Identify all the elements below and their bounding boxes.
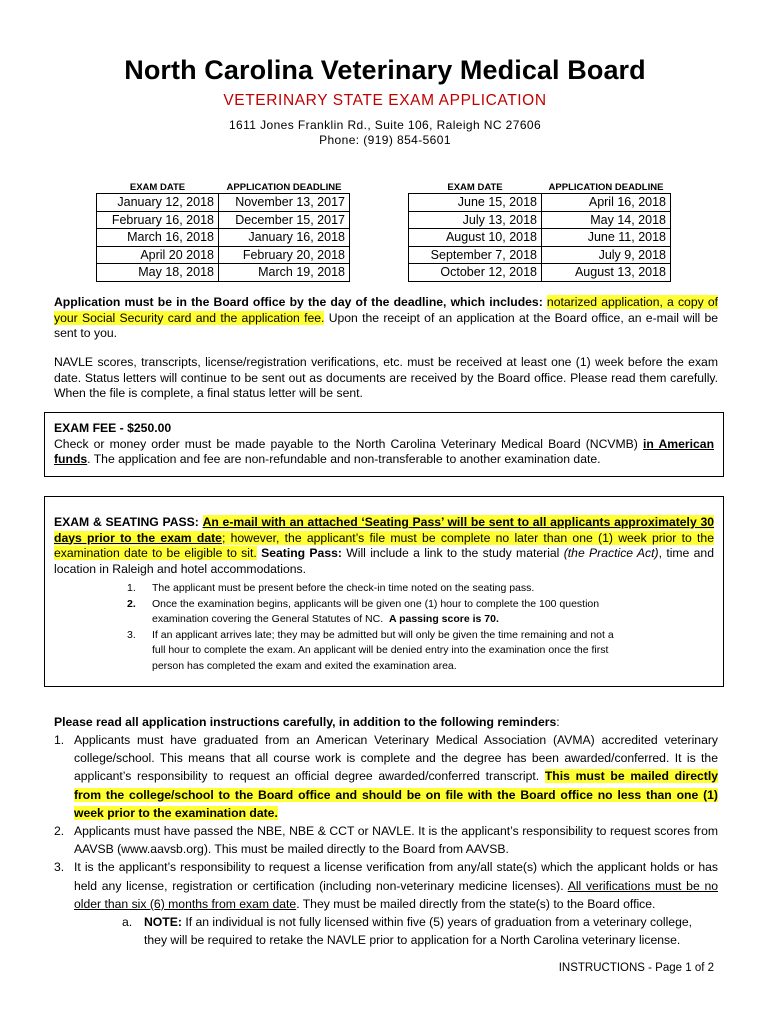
list-item: a. NOTE: If an individual is not fully licensed within five (5) years of graduation from a veterinary college, they will be required to retake the NAVLE prior to application for a North Carolina veterinary license. [122, 915, 693, 948]
seating-pass-highlight-rest: ; however, the applicant’s file must be complete no later than one (1) week prior to the examination date to be eligible to sit. [54, 530, 714, 560]
exam-schedule-table-right [408, 177, 671, 282]
exam-date-cell: March 16, 2018 [97, 229, 219, 247]
american-funds-text: in American funds [54, 436, 715, 466]
board-phone: Phone: (919) 854-5601 [319, 133, 451, 147]
page-title: North Carolina Veterinary Medical Board [124, 55, 646, 85]
seating-pass-end: , time and location in Raleigh and hotel accommodations. [54, 546, 714, 576]
exam-date-cell: January 12, 2018 [97, 194, 219, 212]
deadline-cell: January 16, 2018 [219, 229, 350, 247]
deadline-lead-text: Application must be in the Board office by the day of the deadline, which includes: [54, 295, 543, 309]
column-header-application-deadline: APPLICATION DEADLINE [542, 177, 671, 194]
deadline-paragraph [54, 295, 718, 342]
table-row [409, 246, 671, 264]
table-row [409, 194, 671, 212]
verifications-age-text: All verifications must be no older than six (6) months from exam date [74, 878, 718, 911]
reminders-section: Please read all application instructions carefully, in addition to the following reminders: 1. Applicants must have graduated from an American Veterinary Medical Association (AVMA) accredited veterinary college/school. This means that all course work is complete and the degree has been awarded/conferred. It is the applicant’s responsibility to request an official degree awarded/conferred transcript. This must be mailed directly from the college/school to the Board office and should be on file with the Board office no less than one (1) week prior to the examination date. 2. Applicants must have passed the NBE, NBE & CCT or NAVLE. It is the applicant’s responsibility to request scores from AAVSB (www.aavsb.org). This must be mailed directly to the Board from AAVSB. 3. It is the applicant’s responsibility to request a license verification from any/all state(s) which the applicant holds or has held any license, registration or certification (including non-veterinary medicine licenses). All verifications must be no older than six (6) months from exam date. They must be mailed directly from the state(s) to the Board office. a. NOTE: If an individual is not fully licensed within five (5) years of graduation from a veterinary college, they will be required to retake the NAVLE prior to application for a North Carolina veterinary license. [54, 713, 718, 949]
list-item: 3. If an applicant arrives late; they may be admitted but will only be given the time remaining and not a full hour to complete the exam. An applicant will be denied entry into the examination once the first person has completed the exam and exited the examination area. [127, 628, 614, 672]
list-item: 1. Applicants must have graduated from an American Veterinary Medical Association (AVMA) accredited veterinary college/school. This means that all course work is complete and the degree has been awarded/conferred. It is the applicant’s responsibility to request an official degree awarded/conferred transcript. This must be mailed directly from the college/school to the Board office and should be on file with the Board office no less than one (1) week prior to the examination date. [54, 733, 718, 820]
deadline-rest-text: Upon the receipt of an application at the Board office, an e-mail will be sent to you. [54, 310, 719, 340]
note-label: NOTE: [144, 915, 182, 930]
deadline-cell: February 20, 2018 [219, 246, 350, 264]
required-documents-highlight: notarized application, a copy of your Social Security card and the application fee. [54, 295, 718, 325]
seating-rules-list [54, 581, 714, 675]
seating-pass-text: Will include a link to the study material [346, 546, 560, 560]
exam-date-cell: February 16, 2018 [97, 211, 219, 229]
seating-pass-highlight: An e-mail with an attached ‘Seating Pass’ will be sent to all applicants approximately 30 days prior to the exam date [54, 515, 715, 545]
list-item: 3. It is the applicant’s responsibility to request a license verification from any/all state(s) which the applicant holds or has held any license, registration or certification (including non-veterinary medicine licenses). All verifications must be no older than six (6) months from exam date. They must be mailed directly from the state(s) to the Board office. [54, 860, 718, 911]
reminders-heading: Please read all application instructions carefully, in addition to the following reminders [54, 715, 557, 729]
column-header-application-deadline: APPLICATION DEADLINE [219, 177, 350, 194]
board-address: 1611 Jones Franklin Rd., Suite 106, Raleigh NC 27606 [228, 118, 542, 132]
list-item: 2. Once the examination begins, applicants will be given one (1) hour to complete the 100 question examination covering the General Statutes of NC. A passing score is 70. [127, 597, 600, 626]
navle-paragraph: NAVLE scores, transcripts, license/registration verifications, etc. must be received at least one (1) week before the exam date. Status letters will continue to be sent out as documents are received by the Board office. Please read them carefully. When the file is complete, a final status letter will be sent. [54, 355, 718, 400]
exam-date-cell: May 18, 2018 [97, 264, 219, 282]
list-item: 1. The applicant must be present before the check-in time noted on the seating pass. [127, 582, 535, 594]
exam-date-cell: June 15, 2018 [409, 194, 542, 212]
exam-fee-heading: EXAM FEE - $250.00 [54, 421, 172, 435]
deadline-cell: May 14, 2018 [542, 211, 671, 229]
column-header-exam-date: EXAM DATE [97, 177, 219, 194]
form-subtitle: VETERINARY STATE EXAM APPLICATION [223, 92, 547, 109]
seating-pass-heading: EXAM & SEATING PASS: [54, 515, 199, 529]
table-row [97, 264, 350, 282]
exam-date-cell: April 20 2018 [97, 246, 219, 264]
table-row [97, 246, 350, 264]
exam-date-cell: August 10, 2018 [409, 229, 542, 247]
deadline-cell: December 15, 2017 [219, 211, 350, 229]
mailed-directly-highlight: This must be mailed directly from the college/school to the Board office and should be on file with the Board office no less than one (1) week prior to the examination date. [74, 769, 718, 820]
deadline-cell: August 13, 2018 [542, 264, 671, 282]
exam-date-cell: October 12, 2018 [409, 264, 542, 282]
exam-date-cell: July 13, 2018 [409, 211, 542, 229]
table-row [97, 194, 350, 212]
exam-fee-rest: . The application and fee are non-refundable and non-transferable to another examination date. [87, 452, 601, 466]
table-row [97, 211, 350, 229]
table-row [97, 229, 350, 247]
seating-pass-box [44, 496, 724, 687]
page-footer: INSTRUCTIONS - Page 1 of 2 [558, 962, 714, 974]
seating-pass-label: Seating Pass: [261, 546, 342, 560]
exam-fee-box [44, 412, 724, 477]
table-row [409, 229, 671, 247]
column-header-exam-date: EXAM DATE [409, 177, 542, 194]
deadline-cell: November 13, 2017 [219, 194, 350, 212]
table-row [409, 264, 671, 282]
exam-date-cell: September 7, 2018 [409, 246, 542, 264]
practice-act-text: (the Practice Act) [563, 546, 659, 560]
table-row [409, 211, 671, 229]
deadline-cell: July 9, 2018 [542, 246, 671, 264]
exam-schedule-table-left [96, 177, 350, 282]
reminders-list [54, 731, 718, 913]
deadline-cell: June 11, 2018 [542, 229, 671, 247]
exam-fee-text: Check or money order must be made payable to the North Carolina Veterinary Medical Board (NCVMB) [54, 436, 638, 451]
passing-score-text: A passing score is 70. [388, 613, 499, 626]
list-item: 2. Applicants must have passed the NBE, NBE & CCT or NAVLE. It is the applicant’s responsibility to request scores from AAVSB (www.aavsb.org). This must be mailed directly to the Board from AAVSB. [54, 824, 718, 857]
deadline-cell: March 19, 2018 [219, 264, 350, 282]
deadline-cell: April 16, 2018 [542, 194, 671, 212]
